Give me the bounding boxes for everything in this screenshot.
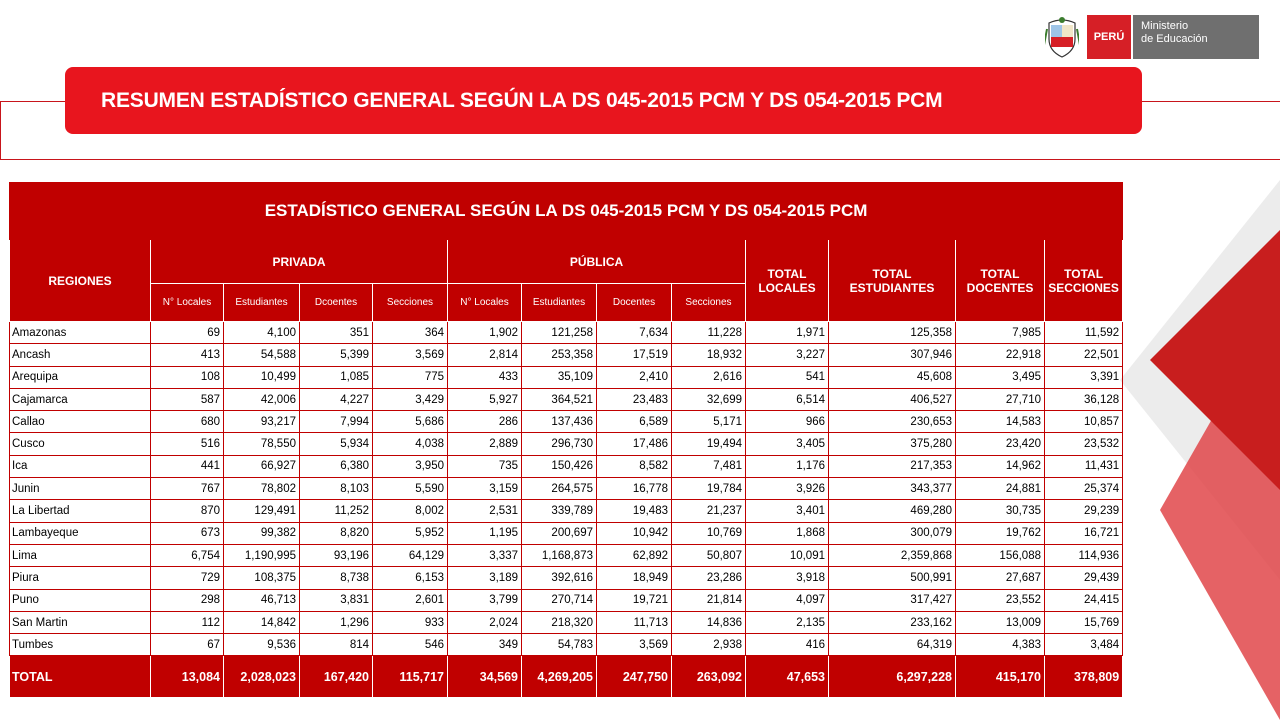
- value-cell: 364: [373, 322, 448, 344]
- value-cell: 516: [151, 433, 224, 455]
- value-cell: 1,296: [300, 611, 373, 633]
- subheader-privada-docentes: Dcoentes: [300, 284, 373, 322]
- value-cell: 4,383: [956, 634, 1045, 656]
- value-cell: 114,936: [1045, 544, 1123, 566]
- decorative-triangle-red: [1150, 230, 1280, 490]
- value-cell: 3,484: [1045, 634, 1123, 656]
- value-cell: 3,799: [448, 589, 522, 611]
- value-cell: 11,228: [672, 322, 746, 344]
- value-cell: 729: [151, 567, 224, 589]
- value-cell: 23,552: [956, 589, 1045, 611]
- value-cell: 218,320: [522, 611, 597, 633]
- table-body: [10, 322, 1123, 698]
- value-cell: 1,971: [746, 322, 829, 344]
- value-cell: 108,375: [224, 567, 300, 589]
- ministry-name: [1133, 15, 1259, 59]
- total-value-cell: 415,170: [956, 656, 1045, 698]
- value-cell: 11,252: [300, 500, 373, 522]
- value-cell: 8,582: [597, 455, 672, 477]
- region-name-cell: Cusco: [10, 433, 151, 455]
- value-cell: 29,439: [1045, 567, 1123, 589]
- value-cell: 3,429: [373, 388, 448, 410]
- value-cell: 4,100: [224, 322, 300, 344]
- value-cell: 42,006: [224, 388, 300, 410]
- header-total-locales: TOTAL LOCALES: [746, 240, 829, 322]
- value-cell: 8,738: [300, 567, 373, 589]
- value-cell: 11,431: [1045, 455, 1123, 477]
- total-value-cell: 34,569: [448, 656, 522, 698]
- ministry-line-1: Ministerio: [1141, 20, 1189, 32]
- value-cell: 5,927: [448, 388, 522, 410]
- value-cell: 286: [448, 411, 522, 433]
- value-cell: 14,842: [224, 611, 300, 633]
- value-cell: 36,128: [1045, 388, 1123, 410]
- value-cell: 2,889: [448, 433, 522, 455]
- value-cell: 6,589: [597, 411, 672, 433]
- table-row: [10, 522, 1123, 544]
- value-cell: 78,550: [224, 433, 300, 455]
- table-title: ESTADÍSTICO GENERAL SEGÚN LA DS 045-2015 PCM Y DS 054-2015 PCM: [10, 183, 1123, 240]
- value-cell: 2,410: [597, 366, 672, 388]
- header-total-secciones: TOTAL SECCIONES: [1045, 240, 1123, 322]
- value-cell: 392,616: [522, 567, 597, 589]
- value-cell: 8,002: [373, 500, 448, 522]
- subheader-publica-secciones: Secciones: [672, 284, 746, 322]
- value-cell: 2,359,868: [829, 544, 956, 566]
- total-value-cell: 247,750: [597, 656, 672, 698]
- value-cell: 6,754: [151, 544, 224, 566]
- value-cell: 10,942: [597, 522, 672, 544]
- value-cell: 1,868: [746, 522, 829, 544]
- value-cell: 270,714: [522, 589, 597, 611]
- value-cell: 16,778: [597, 478, 672, 500]
- value-cell: 64,319: [829, 634, 956, 656]
- value-cell: 67: [151, 634, 224, 656]
- value-cell: 775: [373, 366, 448, 388]
- value-cell: 1,085: [300, 366, 373, 388]
- value-cell: 17,486: [597, 433, 672, 455]
- table-row: [10, 500, 1123, 522]
- value-cell: 441: [151, 455, 224, 477]
- value-cell: 99,382: [224, 522, 300, 544]
- table-row: [10, 322, 1123, 344]
- value-cell: 966: [746, 411, 829, 433]
- table-row: [10, 366, 1123, 388]
- region-name-cell: San Martin: [10, 611, 151, 633]
- value-cell: 300,079: [829, 522, 956, 544]
- value-cell: 54,588: [224, 344, 300, 366]
- value-cell: 680: [151, 411, 224, 433]
- table-row: [10, 455, 1123, 477]
- value-cell: 200,697: [522, 522, 597, 544]
- value-cell: 1,902: [448, 322, 522, 344]
- value-cell: 24,415: [1045, 589, 1123, 611]
- table-row: [10, 589, 1123, 611]
- total-value-cell: 115,717: [373, 656, 448, 698]
- value-cell: 364,521: [522, 388, 597, 410]
- value-cell: 137,436: [522, 411, 597, 433]
- region-name-cell: Amazonas: [10, 322, 151, 344]
- value-cell: 19,784: [672, 478, 746, 500]
- value-cell: 23,420: [956, 433, 1045, 455]
- subheader-privada-estudiantes: Estudiantes: [224, 284, 300, 322]
- value-cell: 23,532: [1045, 433, 1123, 455]
- value-cell: 93,196: [300, 544, 373, 566]
- minedu-logo: [1045, 15, 1259, 59]
- table-row: [10, 544, 1123, 566]
- value-cell: 10,499: [224, 366, 300, 388]
- value-cell: 8,820: [300, 522, 373, 544]
- table-row: [10, 388, 1123, 410]
- value-cell: 21,237: [672, 500, 746, 522]
- value-cell: 19,483: [597, 500, 672, 522]
- value-cell: 317,427: [829, 589, 956, 611]
- value-cell: 1,195: [448, 522, 522, 544]
- value-cell: 64,129: [373, 544, 448, 566]
- value-cell: 7,994: [300, 411, 373, 433]
- value-cell: 264,575: [522, 478, 597, 500]
- value-cell: 3,831: [300, 589, 373, 611]
- value-cell: 469,280: [829, 500, 956, 522]
- value-cell: 307,946: [829, 344, 956, 366]
- table-row: [10, 611, 1123, 633]
- value-cell: 349: [448, 634, 522, 656]
- region-name-cell: Callao: [10, 411, 151, 433]
- value-cell: 3,950: [373, 455, 448, 477]
- value-cell: 416: [746, 634, 829, 656]
- value-cell: 18,932: [672, 344, 746, 366]
- total-value-cell: 47,653: [746, 656, 829, 698]
- value-cell: 375,280: [829, 433, 956, 455]
- value-cell: 22,918: [956, 344, 1045, 366]
- value-cell: 54,783: [522, 634, 597, 656]
- value-cell: 230,653: [829, 411, 956, 433]
- value-cell: 298: [151, 589, 224, 611]
- value-cell: 2,616: [672, 366, 746, 388]
- value-cell: 15,769: [1045, 611, 1123, 633]
- value-cell: 121,258: [522, 322, 597, 344]
- value-cell: 8,103: [300, 478, 373, 500]
- value-cell: 23,483: [597, 388, 672, 410]
- value-cell: 2,135: [746, 611, 829, 633]
- value-cell: 10,857: [1045, 411, 1123, 433]
- value-cell: 11,713: [597, 611, 672, 633]
- value-cell: 2,938: [672, 634, 746, 656]
- header-total-docentes: TOTAL DOCENTES: [956, 240, 1045, 322]
- region-name-cell: Arequipa: [10, 366, 151, 388]
- value-cell: 6,380: [300, 455, 373, 477]
- value-cell: 16,721: [1045, 522, 1123, 544]
- value-cell: 2,531: [448, 500, 522, 522]
- page-title: RESUMEN ESTADÍSTICO GENERAL SEGÚN LA DS 045-2015 PCM Y DS 054-2015 PCM: [101, 88, 943, 112]
- value-cell: 46,713: [224, 589, 300, 611]
- total-value-cell: 13,084: [151, 656, 224, 698]
- value-cell: 7,634: [597, 322, 672, 344]
- value-cell: 69: [151, 322, 224, 344]
- region-name-cell: Junin: [10, 478, 151, 500]
- header-total-estudiantes: TOTAL ESTUDIANTES: [829, 240, 956, 322]
- coat-of-arms-icon: [1045, 15, 1079, 59]
- region-name-cell: Lambayeque: [10, 522, 151, 544]
- value-cell: 1,176: [746, 455, 829, 477]
- value-cell: 45,608: [829, 366, 956, 388]
- value-cell: 35,109: [522, 366, 597, 388]
- value-cell: 3,918: [746, 567, 829, 589]
- value-cell: 2,814: [448, 344, 522, 366]
- value-cell: 3,189: [448, 567, 522, 589]
- table-row: [10, 411, 1123, 433]
- value-cell: 6,153: [373, 567, 448, 589]
- value-cell: 433: [448, 366, 522, 388]
- value-cell: 673: [151, 522, 224, 544]
- value-cell: 233,162: [829, 611, 956, 633]
- value-cell: 30,735: [956, 500, 1045, 522]
- value-cell: 19,721: [597, 589, 672, 611]
- value-cell: 62,892: [597, 544, 672, 566]
- value-cell: 3,227: [746, 344, 829, 366]
- total-row: [10, 656, 1123, 698]
- value-cell: 25,374: [1045, 478, 1123, 500]
- value-cell: 7,985: [956, 322, 1045, 344]
- value-cell: 413: [151, 344, 224, 366]
- value-cell: 767: [151, 478, 224, 500]
- value-cell: 24,881: [956, 478, 1045, 500]
- subheader-publica-locales: N° Locales: [448, 284, 522, 322]
- value-cell: 500,991: [829, 567, 956, 589]
- region-name-cell: Ica: [10, 455, 151, 477]
- value-cell: 217,353: [829, 455, 956, 477]
- value-cell: 108: [151, 366, 224, 388]
- total-value-cell: 263,092: [672, 656, 746, 698]
- value-cell: 27,687: [956, 567, 1045, 589]
- value-cell: 23,286: [672, 567, 746, 589]
- value-cell: 19,494: [672, 433, 746, 455]
- value-cell: 541: [746, 366, 829, 388]
- table-row: [10, 344, 1123, 366]
- value-cell: 3,337: [448, 544, 522, 566]
- value-cell: 343,377: [829, 478, 956, 500]
- value-cell: 4,227: [300, 388, 373, 410]
- statistics-table: [9, 182, 1123, 698]
- value-cell: 14,836: [672, 611, 746, 633]
- total-label-cell: TOTAL: [10, 656, 151, 698]
- value-cell: 11,592: [1045, 322, 1123, 344]
- value-cell: 22,501: [1045, 344, 1123, 366]
- table-row: [10, 567, 1123, 589]
- value-cell: 933: [373, 611, 448, 633]
- value-cell: 156,088: [956, 544, 1045, 566]
- value-cell: 7,481: [672, 455, 746, 477]
- table-row: [10, 478, 1123, 500]
- value-cell: 19,762: [956, 522, 1045, 544]
- subheader-privada-secciones: Secciones: [373, 284, 448, 322]
- value-cell: 5,952: [373, 522, 448, 544]
- header-publica: PÚBLICA: [448, 240, 746, 284]
- value-cell: 5,934: [300, 433, 373, 455]
- value-cell: 50,807: [672, 544, 746, 566]
- value-cell: 150,426: [522, 455, 597, 477]
- value-cell: 3,391: [1045, 366, 1123, 388]
- value-cell: 10,091: [746, 544, 829, 566]
- region-name-cell: Lima: [10, 544, 151, 566]
- value-cell: 546: [373, 634, 448, 656]
- value-cell: 296,730: [522, 433, 597, 455]
- value-cell: 3,401: [746, 500, 829, 522]
- value-cell: 10,769: [672, 522, 746, 544]
- subheader-publica-docentes: Docentes: [597, 284, 672, 322]
- value-cell: 5,590: [373, 478, 448, 500]
- value-cell: 253,358: [522, 344, 597, 366]
- region-name-cell: Ancash: [10, 344, 151, 366]
- value-cell: 66,927: [224, 455, 300, 477]
- value-cell: 14,962: [956, 455, 1045, 477]
- header-privada: PRIVADA: [151, 240, 448, 284]
- value-cell: 1,168,873: [522, 544, 597, 566]
- value-cell: 13,009: [956, 611, 1045, 633]
- value-cell: 3,495: [956, 366, 1045, 388]
- value-cell: 814: [300, 634, 373, 656]
- value-cell: 870: [151, 500, 224, 522]
- value-cell: 3,926: [746, 478, 829, 500]
- value-cell: 27,710: [956, 388, 1045, 410]
- value-cell: 17,519: [597, 344, 672, 366]
- ministry-line-2: de Educación: [1141, 33, 1208, 45]
- header-regiones: REGIONES: [10, 240, 151, 322]
- total-value-cell: 2,028,023: [224, 656, 300, 698]
- value-cell: 587: [151, 388, 224, 410]
- value-cell: 21,814: [672, 589, 746, 611]
- value-cell: 3,405: [746, 433, 829, 455]
- value-cell: 3,569: [597, 634, 672, 656]
- region-name-cell: Tumbes: [10, 634, 151, 656]
- title-banner: [65, 67, 1142, 134]
- value-cell: 32,699: [672, 388, 746, 410]
- total-value-cell: 167,420: [300, 656, 373, 698]
- table-row: [10, 634, 1123, 656]
- value-cell: 14,583: [956, 411, 1045, 433]
- value-cell: 112: [151, 611, 224, 633]
- value-cell: 5,399: [300, 344, 373, 366]
- value-cell: 3,159: [448, 478, 522, 500]
- region-name-cell: Puno: [10, 589, 151, 611]
- table-row: [10, 433, 1123, 455]
- total-value-cell: 378,809: [1045, 656, 1123, 698]
- region-name-cell: Cajamarca: [10, 388, 151, 410]
- total-value-cell: 4,269,205: [522, 656, 597, 698]
- peru-label: PERÚ: [1087, 15, 1131, 59]
- value-cell: 4,038: [373, 433, 448, 455]
- total-value-cell: 6,297,228: [829, 656, 956, 698]
- value-cell: 9,536: [224, 634, 300, 656]
- value-cell: 2,601: [373, 589, 448, 611]
- value-cell: 2,024: [448, 611, 522, 633]
- value-cell: 125,358: [829, 322, 956, 344]
- region-name-cell: La Libertad: [10, 500, 151, 522]
- region-name-cell: Piura: [10, 567, 151, 589]
- subheader-privada-locales: N° Locales: [151, 284, 224, 322]
- value-cell: 6,514: [746, 388, 829, 410]
- value-cell: 339,789: [522, 500, 597, 522]
- value-cell: 78,802: [224, 478, 300, 500]
- value-cell: 735: [448, 455, 522, 477]
- value-cell: 4,097: [746, 589, 829, 611]
- value-cell: 406,527: [829, 388, 956, 410]
- value-cell: 5,171: [672, 411, 746, 433]
- subheader-publica-estudiantes: Estudiantes: [522, 284, 597, 322]
- value-cell: 129,491: [224, 500, 300, 522]
- value-cell: 5,686: [373, 411, 448, 433]
- value-cell: 1,190,995: [224, 544, 300, 566]
- value-cell: 3,569: [373, 344, 448, 366]
- value-cell: 18,949: [597, 567, 672, 589]
- value-cell: 93,217: [224, 411, 300, 433]
- value-cell: 351: [300, 322, 373, 344]
- value-cell: 29,239: [1045, 500, 1123, 522]
